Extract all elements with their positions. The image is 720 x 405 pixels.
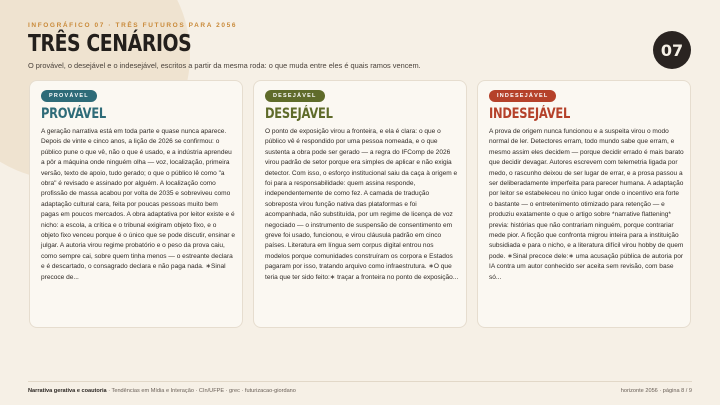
card-title-desejavel: DESEJÁVEL [265, 106, 333, 122]
card-title-provavel: PROVÁVEL [41, 106, 106, 122]
footer-credits [28, 388, 296, 394]
card-body-desejavel: O ponto de exposição virou a fronteira, e ela é clara: o que o público vê é respondido por uma pessoa nomeada, e o que sustenta a obra pode ser gerado — a regra do IFComp de 2026 virou padrão de setor porque era simples de aplicar e não exigia detector. Com isso, o esforço institucional saiu da caça à origem e foi para a responsabilidade: quem assina responde, independentemente de como fez. A camada de tradução sobreposta virou função nativa das plataformas e foi acompanhada, não substituída, por um regime de licença de voz negociado — o instrumento de suspensão de consentimento em greve foi usado, funcionou, e virou cláusula padrão em cinco países. Literatura em língua sem corpus digital entrou nos modelos porque comunidades construíram os corpora e Estados pagaram por isso, tratando arquivo como infraestrutura. ∗O que teria que ter sido feito:∗ traçar a fronteira no ponto de exposição... [265, 128, 459, 281]
page-subtitle: O provável, o desejável e o indesejável, escritos a partir da mesma roda: o que muda entre eles é quais ramos vencem. [28, 61, 421, 70]
card-body-provavel: A geração narrativa está em toda parte e quase nunca aparece. Depois de vinte e cinco anos, a lição de 2026 se confirmou: o público pune o que vê, não o que é usado, e a indústria aprendeu a pôr a máquina onde ninguém olha — voz, localização, primeira versão, texto de apoio, tudo gerado; o que o público lê como "a obra" é revisado e assinado por alguém. A localização como profissão de massa acabou por volta de 2035 e sobreviveu como adaptação cultural cara, feita por poucas pessoas muito bem pagas em poucos mercados. A obra adaptativa por leitor existe e é nicho: a escola, a crítica e o tribunal exigiram objeto fixo, e o objeto fixo venceu porque é o único que se pode discutir, ensinar e julgar. A autoria virou regime probatório e o peso da prova caiu, como sempre cai, sobre quem tinha menos — o estreante declara e é descartado, o consagrado declara e não paga nada. ∗Sinal precoce de... [41, 128, 235, 281]
footer-meta: · Tendências em Mídia e Interação · CIn/UFPE · grec · futurizacao-giordano [106, 388, 296, 394]
page-number-badge: 07 [653, 31, 691, 69]
tag-desejavel: DESEJÁVEL [265, 90, 325, 102]
tag-indesejavel: INDESEJÁVEL [489, 90, 556, 102]
tag-provavel: PROVÁVEL [41, 90, 97, 102]
footer-page-info: horizonte 2056 · página 8 / 9 [620, 388, 692, 394]
card-body-indesejavel: A prova de origem nunca funcionou e a suspeita virou o modo normal de ler. Detectores erram, todo mundo sabe que erram, e mesmo assim eles decidem — porque decidir errado é mais barato que decidir devagar. Autores escrevem com telemetria ligada por medo, o rascunho deixou de ser lugar de errar, e a prosa passou a ser deliberadamente imperfeita para parecer humana. A adaptação por leitor se estabeleceu no único lugar onde o incentivo era forte o bastante — o entretenimento otimizado para retenção — e produziu exatamente o que o artigo sobre *narrative flattening* previa: histórias que não contrariam ninguém, porque contrariar mede pior. A ficção que confronta migrou inteira para a instituição subsidiada e para o nicho, e a literatura difícil virou hobby de quem pode. ∗Sinal precoce dele:∗ uma acusação pública de autoria por IA contra um autor conhecido ser aceita sem revisão, com base só... [489, 128, 684, 281]
card-provavel [29, 80, 243, 328]
kicker: INFOGRÁFICO 07 · TRÊS FUTUROS PARA 2056 [28, 22, 238, 29]
footer-divider [28, 381, 692, 382]
card-title-indesejavel: INDESEJÁVEL [489, 106, 571, 122]
card-indesejavel [477, 80, 691, 328]
card-desejavel [253, 80, 467, 328]
page-title: TRÊS CENÁRIOS [28, 31, 192, 57]
footer-course: Narrativa gerativa e coautoria [28, 388, 107, 394]
